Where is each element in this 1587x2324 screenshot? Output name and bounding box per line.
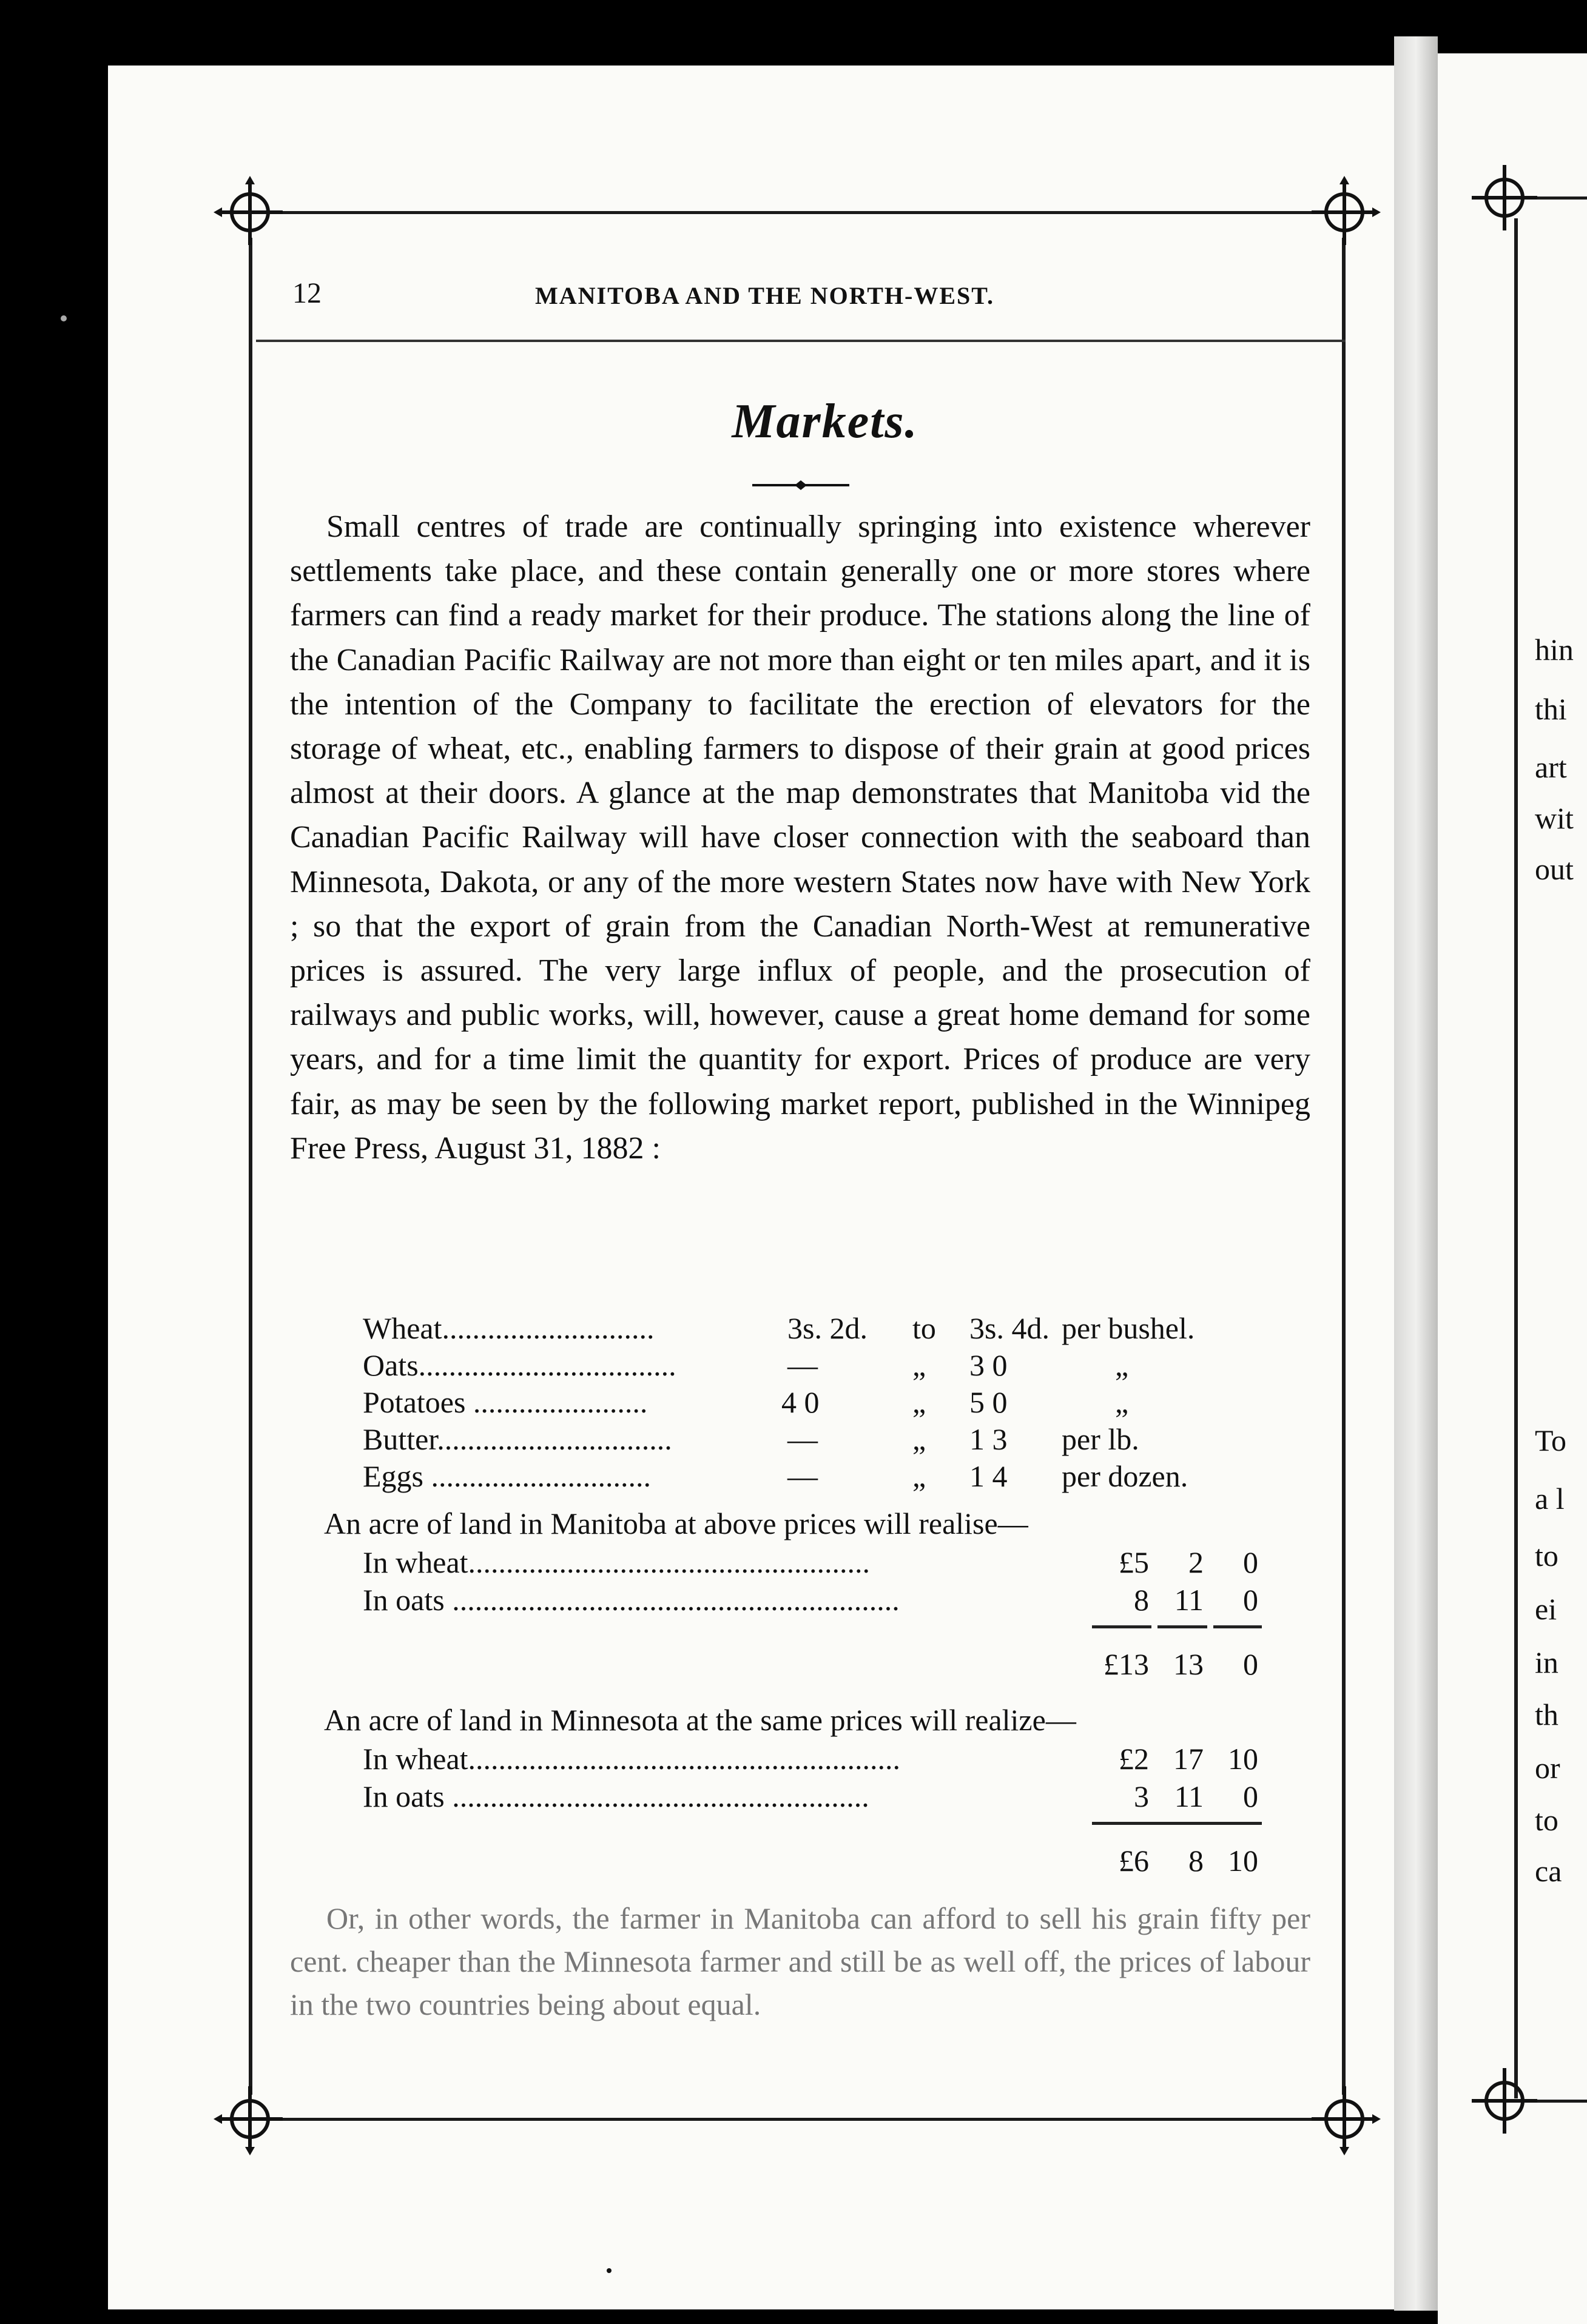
- next-page-corner-bottom-icon: [1468, 2064, 1541, 2137]
- adjacent-fragment: ei: [1535, 1592, 1557, 1626]
- market-report-table: [363, 1310, 1273, 1495]
- minnesota-realisation: [324, 1702, 1295, 1880]
- section-title: Markets.: [732, 395, 918, 448]
- frame-right-line: [1342, 238, 1346, 2095]
- adjacent-fragment: to: [1535, 1539, 1558, 1573]
- minnesota-row-wheat: In wheat......................................................... £2 17 10: [363, 1742, 1258, 1776]
- running-head: [292, 277, 1336, 319]
- manitoba-row-wheat: In wheat..................................................... £5 2 0: [363, 1545, 1258, 1579]
- page-number: 12: [292, 277, 322, 309]
- scan-speck: [607, 2268, 612, 2273]
- running-title: MANITOBA AND THE NORTH-WEST.: [535, 282, 994, 309]
- manitoba-total: £13 13 0: [1103, 1647, 1258, 1681]
- adjacent-fragment: in: [1535, 1645, 1558, 1679]
- page-gutter-shadow: [1394, 36, 1438, 2311]
- adjacent-fragment: to: [1535, 1803, 1558, 1837]
- adjacent-fragment: a l: [1535, 1482, 1565, 1516]
- adjacent-fragment: out: [1535, 852, 1574, 886]
- minnesota-heading: An acre of land in Minnesota at the same prices will realize—: [324, 1703, 1076, 1737]
- minnesota-row-oats: In oats ....................................................... 3 11 0: [363, 1779, 1258, 1813]
- manitoba-total-rule: [324, 1619, 1295, 1646]
- corner-ornament-top-right-icon: [1308, 176, 1381, 249]
- market-row: Oats.................................. — „ 3 0 „: [363, 1348, 1129, 1382]
- next-page-corner-top-icon: [1468, 161, 1541, 234]
- adjacent-fragment: thi: [1535, 692, 1567, 726]
- corner-ornament-top-left-icon: [214, 176, 286, 249]
- manitoba-row-oats: In oats ........................................................... 8 11 0: [363, 1583, 1258, 1617]
- adjacent-fragment: art: [1535, 750, 1567, 784]
- frame-top-line: [256, 211, 1346, 214]
- manitoba-realisation: [324, 1505, 1295, 1684]
- minnesota-total: £6 8 10: [1119, 1844, 1258, 1878]
- frame-bottom-line: [256, 2118, 1346, 2121]
- scan-speck: [61, 315, 67, 321]
- market-row: Potatoes ....................... 4 0 „ 5 0 „: [363, 1385, 1129, 1419]
- next-page-frame-left: [1514, 218, 1518, 2098]
- closing-text: [290, 1897, 1310, 2026]
- adjacent-fragment: wit: [1535, 801, 1574, 835]
- body-paragraph: Small centres of trade are continually springing into existence wherever settlements take place, and these contain generally one or more stores where farmers can find a ready market for their produce. The stations along the line of the Canadian Pacific Railway are not more than eight or ten miles apart, and it is the intention of the Company to facilitate the erection of elevators for the storage of wheat, etc., enabling farmers to dispose of their grain at good prices almost at their doors. A glance at the map demonstrates that Manitoba vid the Canadian Pacific Railway will have closer connection with the seaboard than Minnesota, Dakota, or any of the more western States now have with New York ; so that the export of grain from the Canadian North-West at remunerative prices is assured. The very large influx of people, and the prosecution of railways and public works, will, however, cause a great home demand for some years, and for a time limit the quantity for export. Prices of produce are very fair, as may be seen by the following market report, published in the Winnipeg Free Press, August 31, 1882 :: [290, 509, 1310, 1166]
- body-text: [290, 505, 1310, 1170]
- minnesota-total-rule: [324, 1816, 1295, 1842]
- frame-left-line: [249, 238, 252, 2095]
- closing-paragraph: Or, in other words, the farmer in Manitoba can afford to sell his grain fifty per cent. cheaper than the Minnesota farmer and still be as well off, the prices of labour in the two countries being about equal.: [290, 1901, 1310, 2021]
- adjacent-page: [1438, 53, 1587, 2324]
- manitoba-heading: An acre of land in Manitoba at above prices will realise—: [324, 1506, 1028, 1540]
- adjacent-fragment: th: [1535, 1698, 1558, 1731]
- adjacent-fragment: hin: [1535, 633, 1574, 667]
- adjacent-fragment: or: [1535, 1751, 1560, 1785]
- adjacent-fragment: To: [1535, 1423, 1567, 1457]
- market-row: Wheat............................ 3s. 2d. to 3s. 4d. per bushel.: [363, 1311, 1195, 1345]
- market-row: Eggs ............................. — „ 1 4 per dozen.: [363, 1459, 1188, 1493]
- header-rule: [256, 340, 1346, 342]
- adjacent-fragment: ca: [1535, 1854, 1562, 1888]
- market-row: Butter............................... — „ 1 3 per lb.: [363, 1422, 1139, 1456]
- corner-ornament-bottom-right-icon: [1308, 2083, 1381, 2155]
- corner-ornament-bottom-left-icon: [214, 2083, 286, 2155]
- divider-ornament-icon: [752, 479, 849, 491]
